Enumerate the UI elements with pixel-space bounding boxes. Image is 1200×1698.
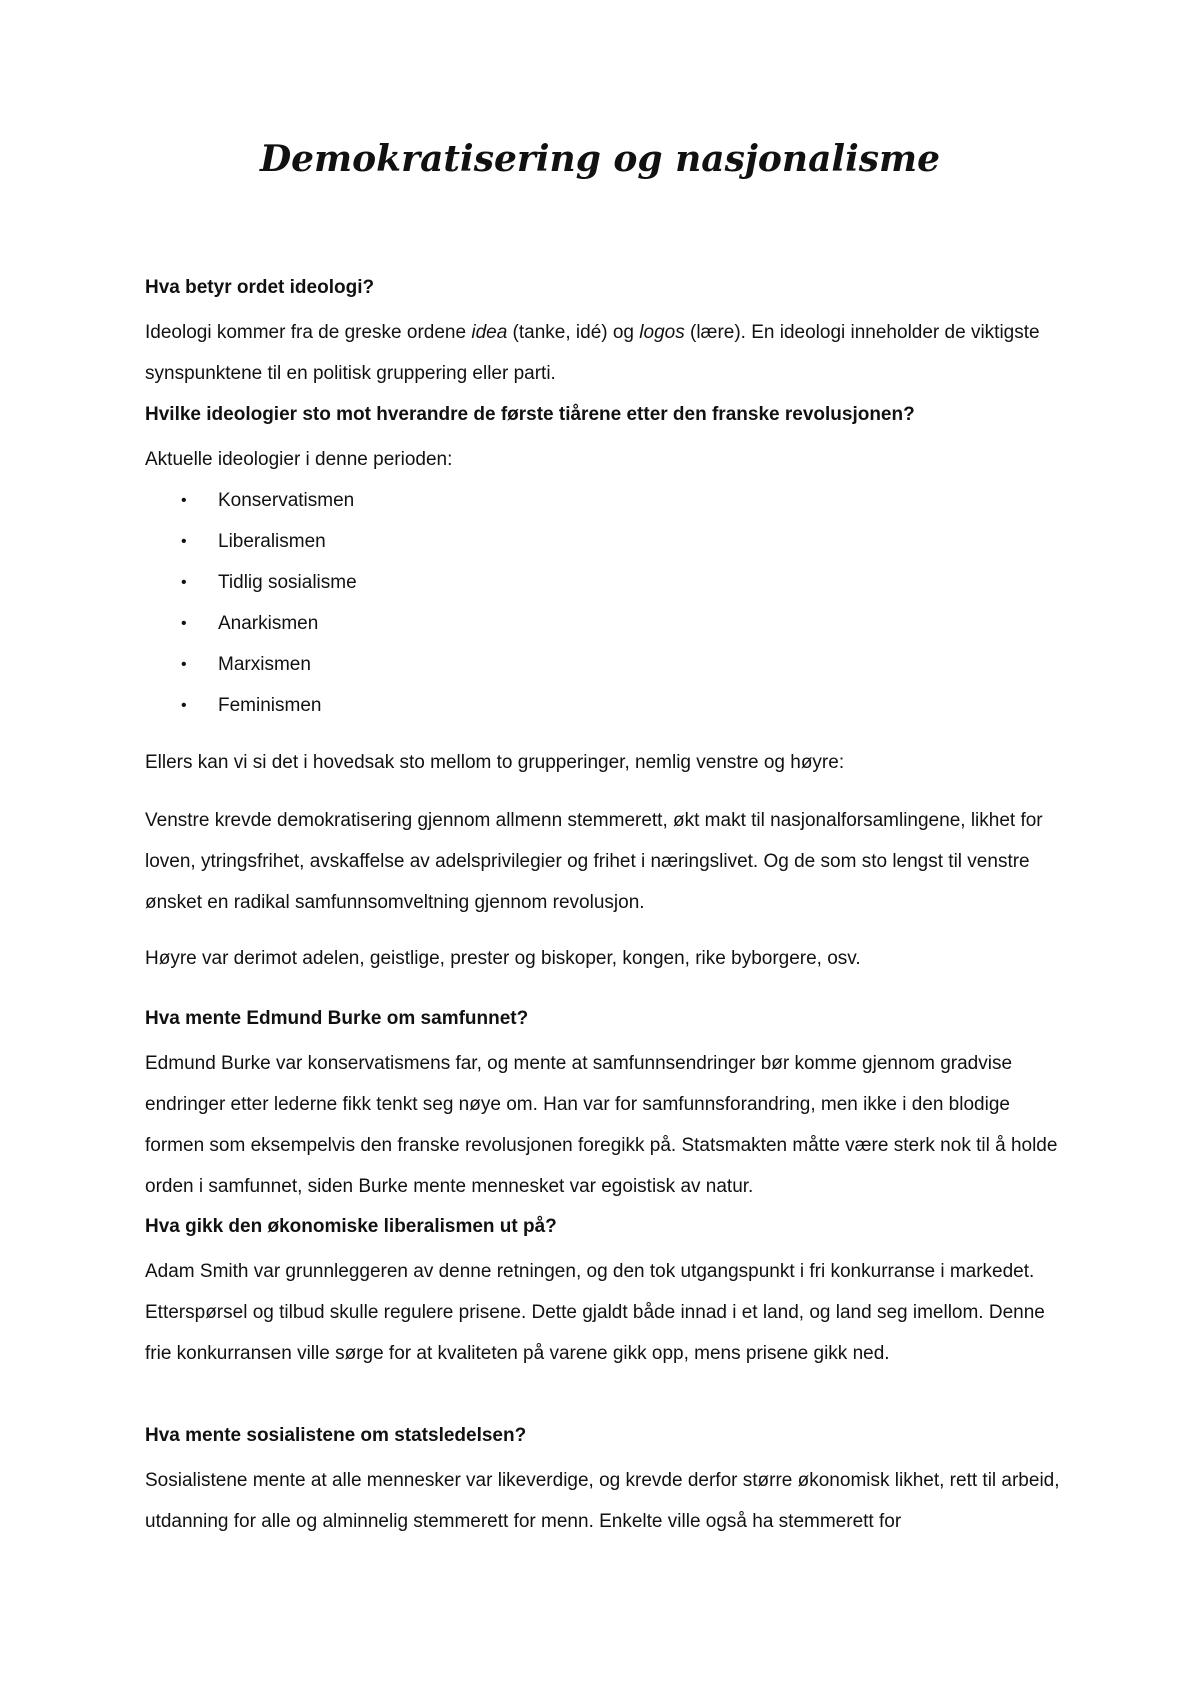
list-item-label: Liberalismen xyxy=(218,531,326,552)
question-liberalisme: Hva gikk den økonomiske liberalismen ut på? xyxy=(145,1216,557,1237)
paragraph-liberalisme: Adam Smith var grunnleggeren av denne retningen, og den tok utgangspunkt i fri konkurranse i markedet. Etterspørsel og tilbud skulle regulere prisene. Dette gjaldt både innad i et land, og land seg imellom. Denne frie konkurransen ville sørge for at kvaliteten på varene gikk opp, mens prisene gikk ned. xyxy=(145,1261,1045,1364)
bullet-icon: • xyxy=(181,697,187,714)
bullet-icon: • xyxy=(181,492,187,509)
ideology-list xyxy=(145,480,357,726)
document-title: Demokratisering og nasjonalisme xyxy=(259,138,941,180)
list-item xyxy=(145,480,357,521)
term-logos: logos xyxy=(639,322,685,343)
question-ideologi: Hva betyr ordet ideologi? xyxy=(145,277,375,298)
list-item-label: Tidlig sosialisme xyxy=(218,572,357,593)
list-item xyxy=(145,603,357,644)
list-item-label: Anarkismen xyxy=(218,613,319,634)
bullet-icon: • xyxy=(181,656,187,673)
list-item xyxy=(145,644,357,685)
bullet-icon: • xyxy=(181,615,187,632)
list-item xyxy=(145,562,357,603)
list-item xyxy=(145,521,357,562)
bullet-icon: • xyxy=(181,533,187,550)
list-item xyxy=(145,685,357,726)
term-idea: idea xyxy=(471,322,508,343)
paragraph-grupperinger: Ellers kan vi si det i hovedsak sto mellom to grupperinger, nemlig venstre og høyre: xyxy=(145,752,845,773)
paragraph-sosialister: Sosialistene mente at alle mennesker var likeverdige, og krevde derfor større økonomisk likhet, rett til arbeid, utdanning for alle og alminnelig stemmerett for menn. Enkelte ville også ha stemmerett for xyxy=(145,1470,1060,1532)
question-ideologier: Hvilke ideologier sto mot hverandre de første tiårene etter den franske revolusjonen? xyxy=(145,404,915,425)
paragraph-text: (lære). En ideologi inneholder de viktigste synspunktene til en politisk gruppering eller parti. xyxy=(145,322,1040,384)
paragraph-burke: Edmund Burke var konservatismens far, og mente at samfunnsendringer bør komme gjennom gradvise endringer etter lederne fikk tenkt seg nøye om. Han var for samfunnsforandring, men ikke i den blodige formen som eksempelvis den franske revolusjonen foregikk på. Statsmakten måtte være sterk nok til å holde orden i samfunnet, siden Burke mente mennesket var egoistisk av natur. xyxy=(145,1053,1058,1197)
list-item-label: Marxismen xyxy=(218,654,311,675)
paragraph-venstre: Venstre krevde demokratisering gjennom allmenn stemmerett, økt makt til nasjonalforsamlingene, likhet for loven, ytringsfrihet, avskaffelse av adelsprivilegier og frihet i næringslivet. Og de som sto lengst til venstre ønsket en radikal samfunnsomveltning gjennom revolusjon. xyxy=(145,810,1043,913)
paragraph-aktuelle: Aktuelle ideologier i denne perioden: xyxy=(145,449,453,470)
paragraph-hoyre: Høyre var derimot adelen, geistlige, prester og biskoper, kongen, rike byborgere, osv. xyxy=(145,948,861,969)
paragraph-text: (tanke, idé) og xyxy=(507,322,640,343)
list-item-label: Feminismen xyxy=(218,695,322,716)
question-sosialister: Hva mente sosialistene om statsledelsen? xyxy=(145,1425,527,1446)
paragraph-text: Ideologi kommer fra de greske ordene xyxy=(145,322,472,343)
bullet-icon: • xyxy=(181,574,187,591)
question-burke: Hva mente Edmund Burke om samfunnet? xyxy=(145,1008,529,1029)
list-item-label: Konservatismen xyxy=(218,490,355,511)
paragraph-ideologi-definition xyxy=(145,312,1065,394)
